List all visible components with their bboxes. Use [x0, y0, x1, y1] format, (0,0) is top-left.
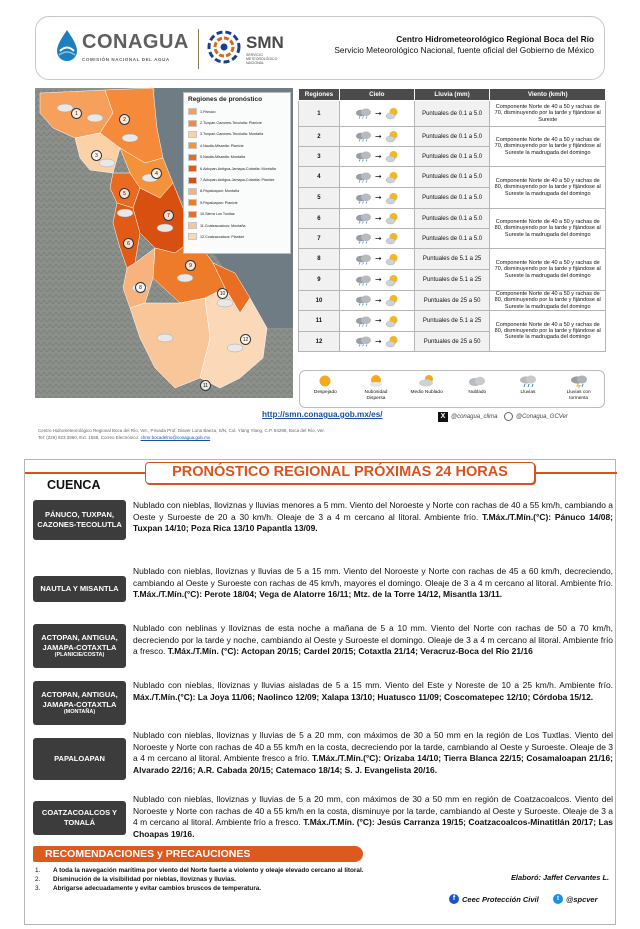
sky-legend-item: [357, 374, 395, 401]
region-number: 3: [299, 147, 340, 167]
basin-label: [33, 624, 126, 668]
footer-facebook-label: Ceec Protección Civil: [462, 894, 539, 904]
map-legend-item: [188, 163, 286, 174]
forecast-row: [299, 209, 606, 229]
smn-website-link[interactable]: http://smn.conagua.gob.mx/es/: [262, 410, 383, 419]
partly-cloudy-icon: [385, 294, 399, 307]
region-number: 12: [299, 332, 340, 352]
forecast-row: [299, 127, 606, 147]
rain-cloud-icon: [355, 233, 372, 244]
sky-forecast-cell: [339, 188, 414, 209]
temps-values: : Pánuco 14/08; Tuxpan 14/10; Poza Rica 13/10 Papantla 13/09.: [133, 511, 613, 533]
rain-amount: Puntuales de 0.1 a 5.0: [414, 101, 490, 127]
basin-name: ACTOPAN, ANTIGUA, JAMAPA-COTAXTLA: [41, 632, 118, 652]
wind-forecast: Componente Norte de 40 a 50 y rachas de 80, disminuyendo por la tarde y fijándose al Sureste la madrugada del domingo: [490, 311, 606, 352]
rain-cloud-icon: [355, 151, 372, 162]
rain-cloud-icon: [355, 254, 372, 265]
sky-legend-label: Medio Nublado: [410, 390, 443, 395]
map-label-region-11: 11: [200, 380, 211, 391]
rain-cloud-icon: [355, 295, 372, 306]
contact-email-link[interactable]: chmr.bocadelrio@conagua.gob.mx: [140, 434, 211, 440]
rain-amount: Puntuales de 25 a 50: [414, 332, 490, 352]
storm-icon: [570, 374, 588, 388]
legend-swatch: [188, 177, 197, 184]
rain-amount: Puntuales de 5.1 a 25: [414, 311, 490, 332]
basin-subname: (PLANICIE/COSTA): [54, 652, 105, 659]
arrow-right-icon: ➞: [374, 336, 382, 346]
x-handle: @conagua_clima: [451, 414, 498, 420]
rain-cloud-icon: [355, 213, 372, 224]
map-legend-item: [188, 152, 286, 163]
map-label-region-6: 6: [123, 238, 134, 249]
col-header-regions: Regiones: [299, 89, 340, 101]
map-legend-item: [188, 220, 286, 231]
recommendation-item: [35, 875, 364, 884]
rain-cloud-icon: [355, 275, 372, 286]
partly-cloudy-icon: [385, 107, 399, 120]
basin-row: [33, 500, 613, 540]
partly-cloudy-icon: [385, 192, 399, 205]
rain-cloud-icon: [355, 316, 372, 327]
legend-label: 6.Actopan-Antigua-Jamapa-Cotaxtla: Montaña: [200, 166, 276, 171]
map-label-region-8: 8: [135, 282, 146, 293]
x-logo-icon: X: [438, 412, 448, 422]
rain-amount: Puntuales de 0.1 a 5.0: [414, 127, 490, 147]
legend-swatch: [188, 142, 197, 149]
recommendation-number: 3.: [35, 885, 41, 892]
basin-name: NAUTLA Y MISANTLA: [40, 584, 119, 594]
basin-name: COATZACOALCOS Y TONALÁ: [41, 808, 118, 827]
basin-row: [33, 730, 613, 788]
sky-legend-label: Lluvias con tormenta: [566, 390, 591, 401]
arrow-right-icon: ➞: [374, 233, 382, 243]
legend-swatch: [188, 199, 197, 206]
recommendation-text: Abrigarse adecuadamente y evitar cambios bruscos de temperatura.: [53, 885, 262, 892]
sky-legend-item: [560, 374, 598, 401]
arrow-right-icon: ➞: [374, 108, 382, 118]
recommendation-text: A toda la navegación marítima por viento del Norte fuerte a violento y oleaje elevado cercano al litoral.: [53, 867, 364, 874]
sky-legend-label: Nubosidad Dispersa: [364, 390, 388, 401]
legend-label: 12.Coatzacoalcos: Planicie: [200, 234, 245, 239]
partly-cloudy-icon: [385, 212, 399, 225]
basin-label: [33, 801, 126, 835]
sky-legend-label: Nublado: [468, 390, 487, 395]
rain-amount: Puntuales de 0.1 a 5.0: [414, 188, 490, 209]
rain-amount: Puntuales de 5.1 a 25: [414, 249, 490, 270]
basin-forecast-text: [133, 730, 613, 776]
header-title-line2: Servicio Meteorológico Nacional, fuente oficial del Gobierno de México: [334, 45, 594, 55]
legend-swatch: [188, 222, 197, 229]
forecast-row: [299, 311, 606, 332]
basin-row: [33, 794, 613, 842]
legend-label: 5.Nautla-Misantla: Montaña: [200, 155, 246, 160]
wind-forecast: Componente Norte de 40 a 50 y rachas de 80, disminuyendo por la tarde y fijándose al Sureste la madrugada del domingo: [490, 167, 606, 209]
temps-label: T.Máx./T.Mín.(°C): [482, 511, 549, 522]
col-header-sky: Cielo: [339, 89, 414, 101]
sky-forecast-cell: [339, 167, 414, 188]
address-line2: Tel: (229) 923 3960, Ext. 1558, Correo Electrónico:: [38, 434, 140, 440]
map-legend-items: [188, 106, 286, 243]
region-number: 6: [299, 209, 340, 229]
basin-forecast-text: [133, 680, 613, 703]
basin-row: [33, 680, 613, 726]
sky-legend-item: [458, 374, 496, 396]
region-number: 8: [299, 249, 340, 270]
legend-swatch: [188, 188, 197, 195]
header: [35, 16, 605, 80]
recommendation-number: 2.: [35, 876, 41, 883]
header-title-line1: Centro Hidrometeorológico Regional Boca del Río: [396, 34, 594, 44]
rain-cloud-icon: [355, 108, 372, 119]
rain-cloud-icon: [355, 131, 372, 142]
basin-label: [33, 681, 126, 725]
rain-amount: Puntuales de 0.1 a 5.0: [414, 209, 490, 229]
sky-forecast-cell: [339, 291, 414, 311]
partly-cloudy-icon: [385, 274, 399, 287]
facebook-handle: @Conagua_GCVer: [516, 413, 568, 420]
legend-label: 7.Actopan-Antigua-Jamapa-Cotaxtla: Planicie: [200, 178, 275, 183]
recommendation-item: [35, 884, 364, 893]
sky-forecast-cell: [339, 229, 414, 249]
map-label-region-9: 9: [185, 260, 196, 271]
facebook-icon: f: [449, 894, 459, 904]
footer-facebook[interactable]: [449, 894, 539, 904]
basin-forecast-text: [133, 500, 613, 535]
header-title: [334, 34, 594, 56]
region-number: 11: [299, 311, 340, 332]
temps-label: T.Máx./T.Mín. (°C): [167, 646, 237, 656]
arrow-right-icon: ➞: [374, 131, 382, 141]
facebook-social[interactable]: [504, 412, 568, 421]
regional-forecast-section: [24, 459, 616, 925]
map-legend-item: [188, 140, 286, 151]
sky-forecast-cell: [339, 101, 414, 127]
partly-cloudy-icon: [385, 315, 399, 328]
rain-cloud-icon: [355, 336, 372, 347]
rain-amount: Puntuales de 0.1 a 5.0: [414, 167, 490, 188]
legend-label: 2.Tuxpan-Cazones-Tecolutla: Planicie: [200, 121, 262, 126]
smn-subtitle: SERVICIO METEOROLÓGICO NACIONAL: [246, 53, 278, 65]
legend-swatch: [188, 154, 197, 161]
basin-subname: (MONTAÑA): [63, 709, 96, 716]
sky-legend-item: [306, 374, 344, 396]
region-number: 1: [299, 101, 340, 127]
arrow-right-icon: ➞: [374, 254, 382, 263]
temps-values: : Actopan 20/15; Cardel 20/15; Cotaxtla 21/14; Veracruz-Boca del Río 21/16: [236, 646, 533, 656]
basin-forecast-text: [133, 623, 613, 658]
basin-row: [33, 566, 613, 612]
basin-name: PÁNUCO, TUXPAN, CAZONES-TECOLUTLA: [37, 510, 122, 529]
basin-row: [33, 623, 613, 669]
map-legend-item: [188, 129, 286, 140]
recommendations-list: [35, 866, 364, 893]
sky-forecast-cell: [339, 147, 414, 167]
rain-cloud-icon: [355, 172, 372, 183]
map-legend-item: [188, 117, 286, 128]
region-number: 4: [299, 167, 340, 188]
wind-forecast: Componente Norte de 40 a 50 y rachas de 80, disminuyendo por la tarde y fijándose al Sureste la madrugada del domingo: [490, 209, 606, 249]
rain-amount: Puntuales de 5.1 a 25: [414, 270, 490, 291]
temps-values: : Perote 18/04; Vega de Alatorre 16/11; Mtz. de la Torre 14/12, Misantla 13/11.: [199, 589, 503, 599]
arrow-right-icon: ➞: [374, 151, 382, 161]
header-divider: [198, 29, 199, 69]
sky-forecast-cell: [339, 209, 414, 229]
wind-forecast: Componente Norte de 40 a 50 y rachas de 80, disminuyendo por la tarde y fijándose al Sureste la madrugada del domingo: [490, 291, 606, 311]
recommendation-item: [35, 866, 364, 875]
arrow-right-icon: ➞: [374, 193, 382, 202]
sky-legend-item: [509, 374, 547, 396]
map-label-region-7: 7: [163, 210, 174, 221]
conagua-name: CONAGUA: [82, 31, 189, 53]
map-legend-item: [188, 106, 286, 117]
partly-cloudy-icon: [385, 335, 399, 348]
sky-forecast-cell: [339, 332, 414, 352]
map-legend-item: [188, 174, 286, 185]
contact-address: [38, 428, 418, 441]
basin-forecast: Nublado con neblinas y lloviznas de esta noche a mañana de 5 a 10 mm. Viento del Norte con rachas de 50 a 70 km/h, decreciendo por la tarde y noche, cambiando al Oeste y Suroeste el domingo. Oleaje de 3 a 4 m cercano al litoral. Ambiente frío a fresco.: [133, 623, 613, 656]
basin-forecast-text: [133, 794, 613, 840]
arrow-right-icon: ➞: [374, 172, 382, 181]
temps-label: T.Máx./T.Mín. (°C): [303, 817, 372, 827]
temps-values: : Jesús Carranza 19/15; Coatzacoalcos-Minatitlán 20/17; Las Choapas 19/16.: [133, 817, 613, 839]
map-label-region-2: 2: [119, 114, 130, 125]
wind-forecast: Componente Norte de 40 a 50 y rachas de 70, disminuyendo por la tarde y fijándose al Sureste la madrugada del domingo: [490, 127, 606, 167]
map-label-region-4: 4: [151, 168, 162, 179]
regional-forecast-banner: PRONÓSTICO REGIONAL PRÓXIMAS 24 HORAS: [145, 462, 535, 484]
arrow-right-icon: ➞: [374, 295, 382, 305]
smn-emblem-icon: [206, 29, 242, 65]
recommendation-text: Disminución de la visibilidad por nieblas, lloviznas y lluvias.: [53, 876, 236, 883]
partly-cloudy-icon: [418, 374, 436, 388]
partly-cloudy-icon: [385, 253, 399, 266]
sky-legend-label: Lluvias: [520, 390, 536, 395]
recommendation-number: 1.: [35, 867, 41, 874]
author-credit: Elaboró: Jaffet Cervantes L.: [511, 873, 610, 882]
basin-forecast: Nublado con nieblas, lloviznas y lluvias aisladas de 5 a 15 mm. Viento del Este y Noreste de 10 a 25 km/h. Ambiente frío.: [133, 680, 613, 690]
map-legend: [183, 92, 291, 254]
sky-forecast-cell: [339, 249, 414, 270]
col-header-wind: Viento (km/h): [490, 89, 606, 101]
sky-forecast-cell: [339, 311, 414, 332]
map-label-region-3: 3: [91, 150, 102, 161]
map-legend-item: [188, 197, 286, 208]
partly-cloudy-icon: [385, 130, 399, 143]
map-label-region-5: 5: [119, 188, 130, 199]
legend-swatch: [188, 233, 197, 240]
forecast-row: [299, 249, 606, 270]
partly-cloudy-icon: [385, 150, 399, 163]
arrow-right-icon: ➞: [374, 213, 382, 223]
forecast-row: [299, 291, 606, 311]
arrow-right-icon: ➞: [374, 275, 382, 284]
smn-name: SMN: [246, 33, 284, 52]
temps-label: T.Máx./T.Mín.(°C): [133, 589, 200, 599]
sky-forecast-cell: [339, 127, 414, 147]
forecast-row: [299, 167, 606, 188]
conagua-logo: [54, 27, 194, 71]
legend-label: 3.Tuxpan-Cazones-Tecolutla: Montaña: [200, 132, 264, 137]
col-header-rain: Lluvia (mm): [414, 89, 490, 101]
basin-forecast-text: [133, 566, 613, 601]
region-number: 10: [299, 291, 340, 311]
map-legend-item: [188, 186, 286, 197]
basin-forecast: Nublado con nieblas, lloviznas y lluvias de 5 a 20 mm, con máximos de 30 a 50 mm en la región de Los Tuxtlas. Viento del Noroeste y Norte con rachas de 40 a 55 km/h en la costa, decreciendo por la tarde, cambiando al Oeste y Suroeste. Oleaje de 3 a 4 m cercano al litoral. Ambiente fresco a frío.: [133, 730, 613, 763]
sky-forecast-cell: [339, 270, 414, 291]
conagua-subtitle: COMISIÓN NACIONAL DEL AGUA: [82, 57, 170, 62]
legend-swatch: [188, 211, 197, 218]
forecast-row: [299, 101, 606, 127]
map-label-region-12: 12: [240, 334, 251, 345]
arrow-right-icon: ➞: [374, 316, 382, 326]
x-social[interactable]: [438, 412, 497, 422]
basin-label: [33, 576, 126, 602]
cloud-icon: [468, 374, 486, 388]
basin-forecast: Nublado con nieblas, lloviznas y lluvias de 5 a 20 mm, con máximos de 30 a 50 mm en región de Coatzacoalcos. Viento del Noroeste y Norte con rachas de 40 a 55 km/h en la costa, disminuye por la tarde, cambiando al Oeste y Suroeste. Oleaje de 3 a 4 m cercano al litoral. Ambiente frío a fresco.: [133, 794, 613, 827]
basin-name: PAPALOAPAN: [54, 754, 105, 764]
basin-forecast: Nublado con nieblas, lloviznas y lluvias de 5 a 15 mm. Viento del Noroeste y Norte con rachas de 45 a 60 km/h, decreciendo, cambiando al Oeste y Suroeste con rachas de 45 km/h, mayores el domingo. Oleaje de 3 a 4 m cercano al litoral. Ambiente frío.: [133, 566, 613, 588]
legend-swatch: [188, 131, 197, 138]
legend-swatch: [188, 108, 197, 115]
map-label-region-1: 1: [71, 108, 82, 119]
temps-values: : La Joya 11/06; Naolinco 12/09; Xalapa 13/10; Huatusco 11/09; Coscomatepec 12/10; Córdoba 15/12.: [192, 691, 594, 702]
partly-cloudy-icon: [385, 171, 399, 184]
sky-legend-item: [408, 374, 446, 396]
sky-legend-label: Despejado: [313, 390, 337, 395]
map-legend-item: [188, 231, 286, 242]
legend-label: 11.Coatzacoalcos: Montaña: [200, 223, 246, 228]
temps-label: T.Máx./T.Mín.(°C): [312, 753, 379, 763]
map-legend-title: Regiones de pronóstico: [188, 96, 263, 103]
map-label-region-10: 10: [217, 288, 228, 299]
basin-label: [33, 738, 126, 780]
cuenca-heading: CUENCA: [47, 478, 101, 492]
footer-twitter-label: @spcver: [566, 894, 598, 904]
partly-cloudy-icon: [385, 232, 399, 245]
legend-swatch: [188, 120, 197, 127]
basin-forecast: Nublado con nieblas, lloviznas y lluvias menores a 5 mm. Viento del Noroeste y Norte con rachas de 40 a 55 km/h, cambiando a Oeste y Suroeste de 20 a 30 km/h. Oleaje de 3 a 4 m cercano al litoral. Ambiente frío.: [133, 500, 613, 522]
legend-label: 10.Sierra Los Tuxtlas: [200, 212, 235, 217]
region-number: 7: [299, 229, 340, 249]
sun-cloud-icon: [367, 374, 385, 388]
smn-logo: [206, 27, 296, 71]
legend-swatch: [188, 165, 197, 172]
legend-label: 4.Nautla-Misantla: Planicie: [200, 143, 244, 148]
rain-cloud-icon: [355, 193, 372, 204]
rain-amount: Puntuales de 0.1 a 5.0: [414, 147, 490, 167]
footer-twitter[interactable]: [553, 894, 598, 904]
wind-forecast: Componente Norte de 40 a 50 y rachas de 70, disminuyendo por la tarde y fijándose al Sureste la madrugada del domingo: [490, 249, 606, 291]
recommendations-banner: RECOMENDACIONES y PRECAUCIONES: [33, 846, 363, 862]
region-number: 5: [299, 188, 340, 209]
region-number: 9: [299, 270, 340, 291]
legend-label: 1.Pánuco: [200, 109, 216, 114]
rain-amount: Puntuales de 0.1 a 5.0: [414, 229, 490, 249]
legend-label: 9.Papaloapan: Planicie: [200, 200, 238, 205]
address-line1: Centro Hidrometeorológico Regional Boca del Río, Ver., Privada Prof. Diaver Luna Baeza, S/N, Col. Ylang Ylang, C.P. 94298, Boca del Río, Ver.: [38, 428, 325, 433]
forecast-table-body: [299, 101, 606, 352]
basin-name: ACTOPAN, ANTIGUA, JAMAPA-COTAXTLA: [41, 689, 118, 709]
legend-label: 8.Papaloapan: Montaña: [200, 189, 240, 194]
water-drop-icon: [54, 29, 80, 63]
sky-legend: [299, 370, 605, 408]
regions-map: [35, 88, 293, 398]
rain-icon: [519, 374, 537, 388]
basin-label: [33, 500, 126, 540]
wind-forecast: Componente Norte de 40 a 50 y rachas de 70, disminuyendo por la tarde y fijándose al Sureste: [490, 101, 606, 127]
sun-icon: [316, 374, 334, 388]
forecast-table: [298, 88, 606, 352]
rain-amount: Puntuales de 25 a 50: [414, 291, 490, 311]
facebook-logo-icon: [504, 412, 513, 421]
temps-values: : Orizaba 14/10; Tierra Blanca 22/15; Cosamaloapan 21/16; Alvarado 22/16; A.R. Cabada 20/15; Catemaco 18/14; S. J. Evangelista 20/16.: [133, 753, 613, 775]
twitter-icon: t: [553, 894, 563, 904]
temps-label: Máx./T.Mín.(°C): [133, 691, 193, 702]
map-legend-item: [188, 209, 286, 220]
region-number: 2: [299, 127, 340, 147]
